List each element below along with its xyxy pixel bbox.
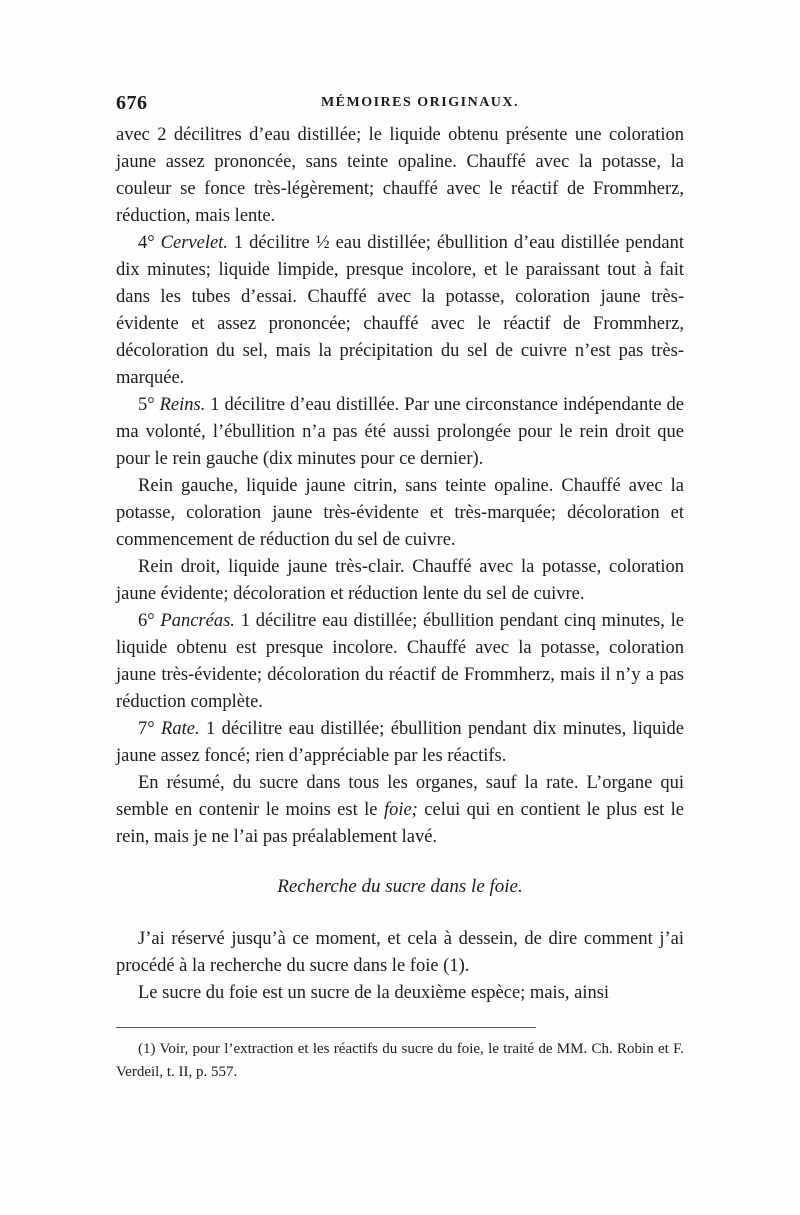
item-heading: Reins. [159,395,206,415]
paragraph-pancreas [116,608,684,716]
paragraph-text: En résumé, du sucre dans tous les organes, sauf la rate. L’organe qui semble en contenir le moins est le [116,773,684,820]
paragraph-cervelet [116,230,684,392]
item-number: 7° [138,719,162,739]
paragraph-text: avec 2 décilitres d’eau distillée; le liquide obtenu présente une coloration jaune assez prononcée, sans teinte opaline. Chauffé avec la potasse, la couleur se fonce très-légèrement; chauffé avec le réactif de Frommherz, réduction, mais lente. [116,125,684,226]
paragraph-text: Rein droit, liquide jaune très-clair. Chauffé avec la potasse, coloration jaune évidente; décoloration et réduction lente du sel de cuivre. [116,557,684,604]
page-header [116,92,684,122]
item-heading: Rate. [161,719,200,739]
item-number: 6° [138,611,161,631]
item-heading: Pancréas. [160,611,235,631]
document-page [116,92,684,1084]
item-heading: Cervelet. [160,233,228,253]
paragraph [116,122,684,230]
paragraph-text: 1 décilitre d’eau distillée. Par une circonstance indépendante de ma volonté, l’ébullition n’a pas été aussi prolongée pour le rein droit que pour le rein gauche (dix minutes pour ce dernier). [116,395,684,469]
item-number: 4° [138,233,161,253]
footnote [116,1038,684,1084]
paragraph-text: Rein gauche, liquide jaune citrin, sans teinte opaline. Chauffé avec la potasse, coloration jaune très-évidente et très-marquée; décoloration et commencement de réduction du sel de cuivre. [116,476,684,550]
section-title: Recherche du sucre dans le foie. [277,876,523,897]
paragraph [116,926,684,980]
running-head: MÉMOIRES ORIGINAUX. [320,95,520,110]
paragraph-resume [116,770,684,851]
page-number: 676 [116,92,148,114]
paragraph-rein-droit [116,554,684,608]
item-number: 5° [138,395,160,415]
footnote-divider [116,1027,536,1028]
paragraph [116,980,684,1007]
paragraph-text: 1 décilitre ½ eau distillée; ébullition d’eau distillée pendant dix minutes; liquide limpide, presque incolore, et le paraissant tout à fait dans les tubes d’essai. Chauffé avec la potasse, coloration jaune très-évidente et assez prononcée; chauffé avec le réactif de Frommherz, décoloration du sel, mais la précipitation du sel de cuivre n’est pas très-marquée. [116,233,684,388]
paragraph-text: Le sucre du foie est un sucre de la deuxième espèce; mais, ainsi [138,983,610,1003]
paragraph-rein-gauche [116,473,684,554]
paragraph-reins [116,392,684,473]
paragraph-text: J’ai réservé jusqu’à ce moment, et cela à dessein, de dire comment j’ai procédé à la recherche du sucre dans le foie (1). [116,929,684,976]
emphasis: foie; [383,800,418,820]
paragraph-text: 1 décilitre eau distillée; ébullition pendant cinq minutes, le liquide obtenu est presque incolore. Chauffé avec la potasse, coloration jaune très-évidente; décoloration du réactif de Frommherz, mais il n’y a pas réduction complète. [116,611,684,712]
body-text [116,122,684,1007]
paragraph-rate [116,716,684,770]
footnote-text: (1) Voir, pour l’extraction et les réactifs du sucre du foie, le traité de MM. Ch. Robin et F. Verdeil, t. II, p. 557. [116,1041,684,1080]
paragraph-text: celui qui en contient le plus est le rein, mais je ne l’ai pas préalablement lavé. [116,800,684,847]
paragraph-text: 1 décilitre eau distillée; ébullition pendant dix minutes, liquide jaune assez foncé; rien d’appréciable par les réactifs. [116,719,685,766]
